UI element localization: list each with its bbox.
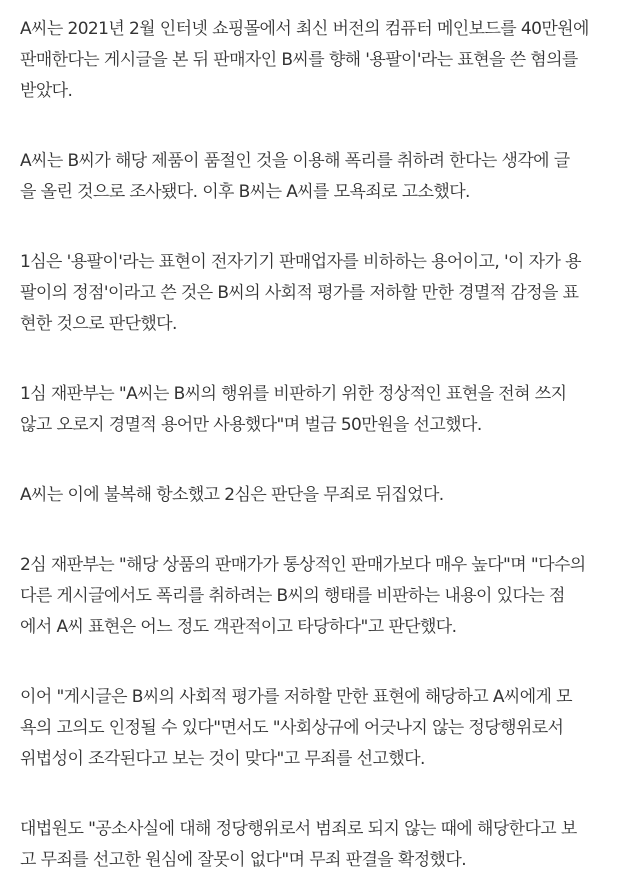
text-line: 욕의 고의도 인정될 수 있다"면서도 "사회상규에 어긋나지 않는 정당행위로서 (20, 718, 564, 738)
text-line: 위법성이 조각된다고 보는 것이 맞다"고 무죄를 선고했다. (20, 749, 425, 769)
text-line: 현한 것으로 판단했다. (20, 314, 177, 334)
text-line: 고 무죄를 선고한 원심에 잘못이 없다"며 무죄 판결을 확정했다. (20, 850, 467, 870)
text-line: 다른 게시글에서도 폭리를 취하려는 B씨의 행태를 비판하는 내용이 있다는 점 (20, 586, 565, 606)
paragraph-1 (20, 14, 628, 107)
text-line: 2심 재판부는 "해당 상품의 판매가가 통상적인 판매가보다 매우 높다"며 "다수의 (20, 555, 586, 575)
text-line: 이어 "게시글은 B씨의 사회적 평가를 저하할 만한 표현에 해당하고 A씨에게 모 (20, 687, 573, 707)
text-line: A씨는 B씨가 해당 제품이 품절인 것을 이용해 폭리를 취하려 한다는 생각에 글 (20, 151, 570, 171)
paragraph-5 (20, 480, 628, 511)
text-line: 1심 재판부는 "A씨는 B씨의 행위를 비판하기 위한 정상적인 표현을 전혀 쓰지 (20, 384, 567, 404)
paragraph-8 (20, 814, 628, 876)
text-line: 팔이의 정점'이라고 쓴 것은 B씨의 사회적 평가를 저하할 만한 경멸적 감정을 표 (20, 283, 579, 303)
text-line: 판매한다는 게시글을 본 뒤 판매자인 B씨를 향해 '용팔이'라는 표현을 쓴 혐의를 (20, 50, 578, 70)
text-line: 1심은 '용팔이'라는 표현이 전자기기 판매업자를 비하하는 용어이고, '이 자가 용 (20, 252, 581, 272)
text-line: 받았다. (20, 81, 73, 101)
text-line: 대법원도 "공소사실에 대해 정당행위로서 범죄로 되지 않는 때에 해당한다고 보 (20, 819, 577, 839)
text-line: 않고 오로지 경멸적 용어만 사용했다"며 벌금 50만원을 선고했다. (20, 415, 482, 435)
paragraph-6 (20, 550, 628, 643)
text-line: A씨는 2021년 2월 인터넷 쇼핑몰에서 최신 버전의 컴퓨터 메인보드를 40만원에 (20, 19, 589, 39)
text-line: 을 올린 것으로 조사됐다. 이후 B씨는 A씨를 모욕죄로 고소했다. (20, 182, 470, 202)
paragraph-4 (20, 379, 628, 441)
paragraph-7 (20, 682, 628, 775)
paragraph-2 (20, 146, 628, 208)
text-line: 에서 A씨 표현은 어느 정도 객관적이고 타당하다"고 판단했다. (20, 617, 457, 637)
text-line: A씨는 이에 불복해 항소했고 2심은 판단을 무죄로 뒤집었다. (20, 485, 444, 505)
paragraph-3 (20, 247, 628, 340)
